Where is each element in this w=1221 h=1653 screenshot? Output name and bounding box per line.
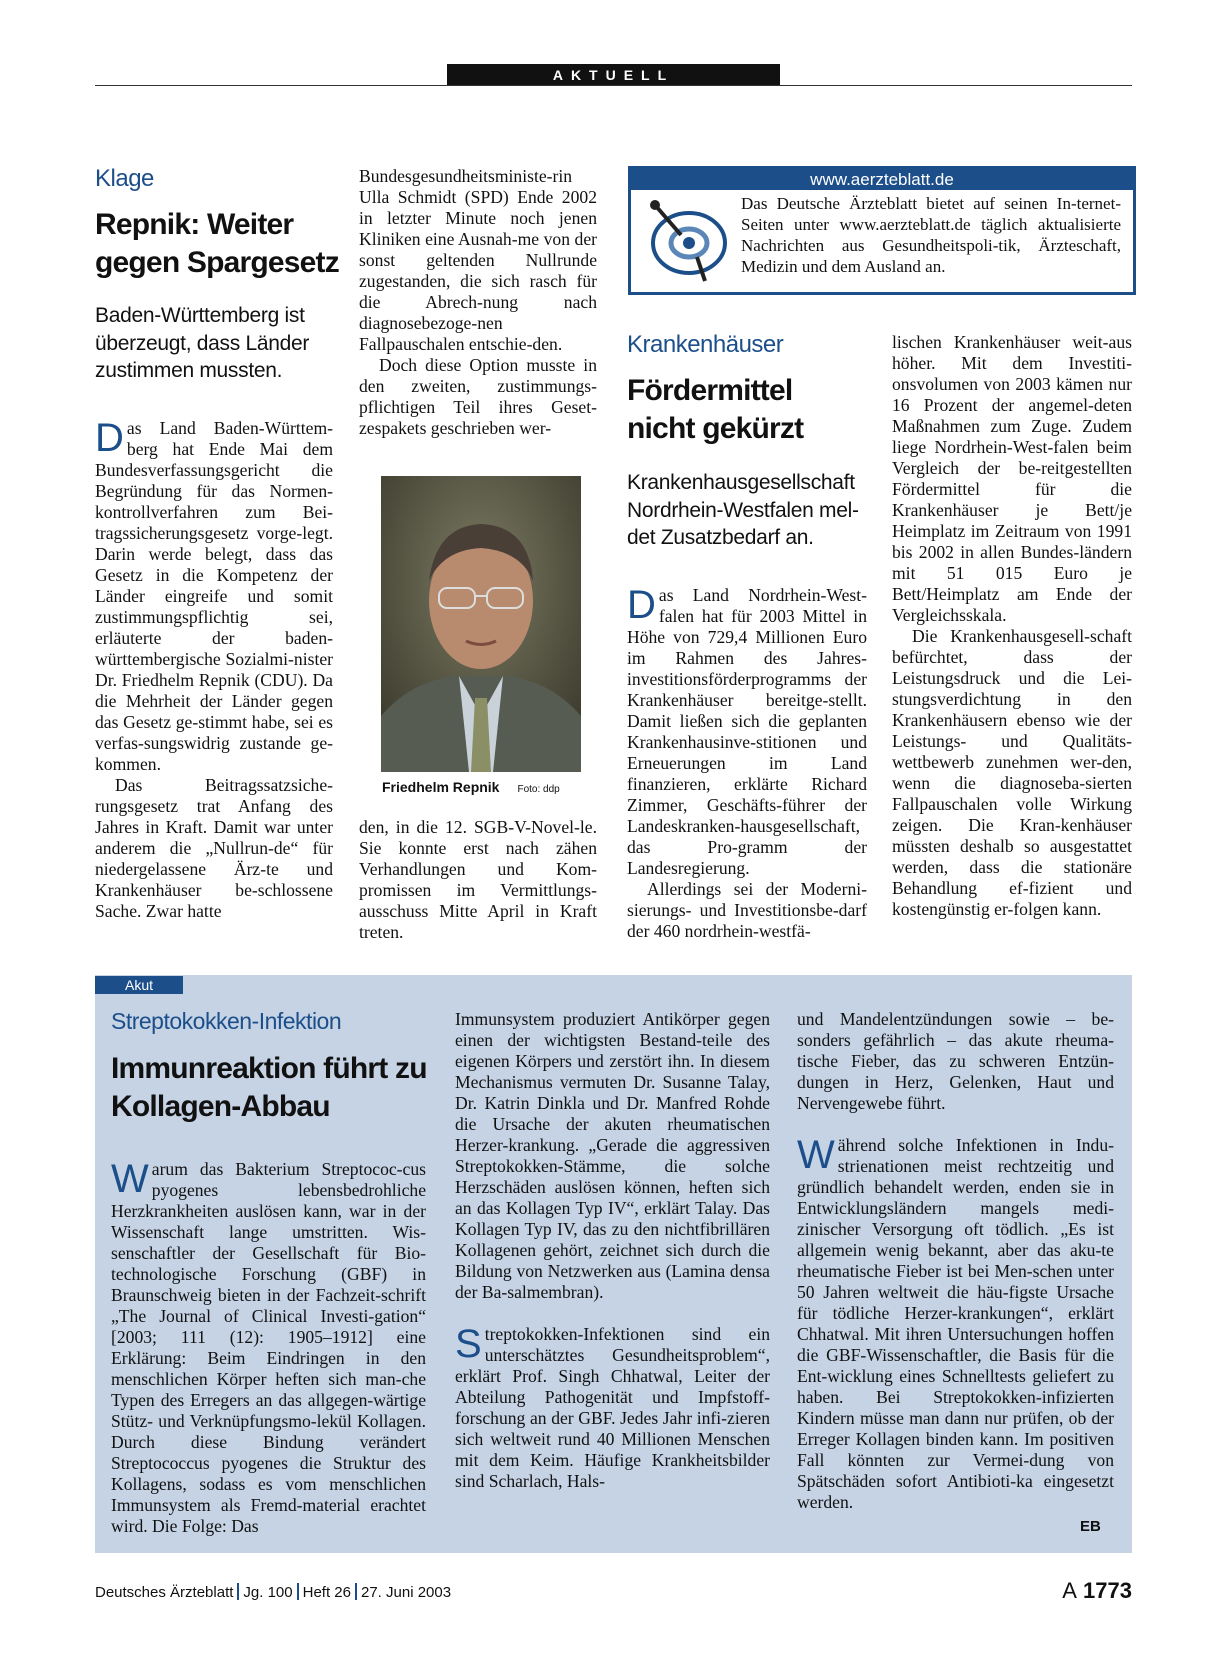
page-prefix: A (1062, 1578, 1077, 1603)
article3-column-1 (111, 1159, 426, 1537)
article3-column-3 (797, 1009, 1114, 1513)
article1-paragraph-2: Das Beitragssatzsiche-rungsgesetz trat Anfang des Jahres in Kraft. Damit war unter anderem die „Nullrun-de“ für niedergelassene Ärz-te und Krankenhäuser be-schlossene Sache. Zwar hatte (95, 775, 333, 921)
journal-name: Deutsches Ärzteblatt (95, 1584, 234, 1601)
article1-column-1 (95, 418, 333, 922)
dropcap: W (797, 1133, 835, 1177)
article2-deck: Krankenhausgesellschaft Nordrhein-Westfalen mel-det Zusatzbedarf an. (627, 471, 859, 550)
issue-date: 27. Juni 2003 (361, 1584, 452, 1601)
akut-tab: Akut (95, 976, 183, 994)
website-info-box (628, 166, 1136, 295)
page-number-value: 1773 (1083, 1578, 1132, 1603)
photo-caption-name: Friedhelm Repnik (382, 779, 500, 795)
article1-paragraph-1: as Land Baden-Württem-berg hat Ende Mai dem Bundesverfassungsgericht die Begründung für das Normen-kontrollverfahren zum Bei-tragssicherungsgesetz vorge-legt. Darin werde belegt, dass das Gesetz in die Kompetenz der Länder eingreife und somit zustimmungspflichtig sei, erläuterte der baden-württembergische Sozialmi-nister Dr. Friedhelm Repnik (CDU). Da die Mehrheit der Länder gegen das Gesetz ge-stimmt habe, sei es verfas-sungswidrig zustande ge-kommen. (95, 418, 333, 774)
header-rule (95, 85, 1132, 86)
separator (355, 1583, 357, 1600)
article1-paragraph-3: Bundesgesundheitsministe-rin Ulla Schmidt (SPD) Ende 2002 in letzter Minute noch jenen Kliniken eine Ausnah-me von der sonst geltenden Nullrunde zugestanden, die sich rasch für die Abrech-nung nach diagnosebezoge-nen Fallpauschalen entschie-den. (359, 166, 597, 354)
dropcap: D (95, 416, 124, 460)
article2-kicker: Krankenhäuser (627, 331, 784, 358)
article1-deck: Baden-Württemberg ist überzeugt, dass Länder zustimmen mussten. (95, 304, 310, 383)
website-info-text: Das Deutsche Ärzteblatt bietet auf seinen In-ternet-Seiten unter www.aerzteblatt.de täglich aktualisierte Nachrichten aus Gesundheitspoli-tik, Ärzteschaft, Medizin und dem Ausland an. (741, 194, 1121, 276)
portrait-photo (381, 476, 581, 772)
at-sign-icon (645, 195, 729, 283)
article2-paragraph-3: lischen Krankenhäuser weit-aus höher. Mit dem Investiti-onsvolumen von 2003 kämen nur 16 Prozent der angemel-deten Maßnahmen zum Zuge. Zudem liege Nordrhein-West-falen beim Vergleich der be-reitgestellten Fördermittel für die Krankenhäuser je Bett/je Heimplatz im Zeitraum von 1991 bis 2002 in allen Bundes-ländern mit 51 015 Euro je Bett/Heimplatz am Ende der Vergleichsskala. (892, 332, 1132, 625)
article3-column-2 (455, 1009, 770, 1492)
article1-headline: Repnik: Weiter gegen Spargesetz (95, 208, 339, 279)
article1-kicker: Klage (95, 165, 154, 192)
issue: Heft 26 (302, 1584, 351, 1601)
photo-credit: Foto: ddp (517, 784, 560, 795)
footer-citation (95, 1583, 795, 1603)
separator (237, 1583, 239, 1600)
separator (297, 1583, 299, 1600)
website-url[interactable]: www.aerzteblatt.de (631, 169, 1133, 190)
dropcap: D (627, 583, 656, 627)
article2-column-2 (892, 332, 1132, 920)
dropcap: W (111, 1157, 149, 1201)
article2-headline: Fördermittel nicht gekürzt (627, 374, 804, 445)
article1-column-2-top (359, 166, 597, 439)
article2-column-1 (627, 585, 867, 942)
article3-paragraph-3: treptokokken-Infektionen sind ein unterschätztes Gesundheitsproblem“, erklärt Prof. Singh Chhatwal, Leiter der Abteilung Pathogenität und Impfstoff-forschung an der GBF. Jedes Jahr infi-zieren sich weltweit rund 40 Millionen Menschen mit dem Keim. Häufige Krankheitsbilder sind Scharlach, Hals- (455, 1324, 770, 1491)
article3-headline: Immunreaktion führt zu Kollagen-Abbau (111, 1052, 427, 1123)
volume: Jg. 100 (243, 1584, 293, 1601)
article3-paragraph-5: ährend solche Infektionen in Indu-strienationen meist rechtzeitig und gründlich behandelt werden, enden sie in Entwicklungsländern mangels medi-zinischer Versorgung oft tödlich. „Es ist allgemein wenig bekannt, aber das aku-te rheumatische Fieber ist bei Men-schen unter 50 Jahren weltweit die häu-figste Ursache für tödliche Herzer-krankungen“, erklärt Chhatwal. Mit ihren Untersuchungen hoffen die GBF-Wissenschaftler, die Basis für die Ent-wicklung eines Schnelltests geliefert zu haben. Bei Streptokokken-infizierten Kindern müsse man dann nur prüfen, ob der Erreger Kollagen binden kann. Im positiven Fall könnten zur Vermei-dung von Spätschäden sofort Antibioti-ka eingesetzt werden. (797, 1135, 1114, 1512)
photo-caption (382, 778, 582, 796)
article3-paragraph-2: Immunsystem produziert Antikörper gegen einen der wichtigsten Bestand-teile des eigenen Körpers und zerstört ihn. In diesem Mechanismus vermuten Dr. Susanne Talay, Dr. Katrin Dinkla und Dr. Manfred Rohde die Ursache der akuten rheumatischen Herzer-krankung. „Gerade die aggressiven Streptokokken-Stämme, die solche Herzschäden auslösen können, heften sich an das Kollagen Typ IV“, erklärt Talay. Das Kollagen Typ IV, das zu den nichtfibrillären Kollagenen gehört, zeichnet sich durch die Bildung von Netzwerken aus (Lamina densa der Ba-salmembran). (455, 1009, 770, 1302)
article3-paragraph-1: arum das Bakterium Streptococ-cus pyogenes lebensbedrohliche Herzkrankheiten auslösen kann, war in der Wissenschaft lange umstritten. Wis-senschaftler der Gesellschaft für Bio-technologische Forschung (GBF) in Braunschweig bieten in der Fachzeit-schrift „The Journal of Clinical Investi-gation“ [2003; 111 (12): 1905–1912] eine Erklärung: Beim Eindringen in den menschlichen Körper heften sich man-che Typen des Erregers an das allgegen-wärtige Stütz- und Verknüpfungsmo-lekül Kollagen. Durch diese Bindung verändert Streptococcus pyogenes die Struktur des Kollagens, sodass es vom menschlichen Immunsystem als Fremd-material erachtet wird. Die Folge: Das (111, 1159, 426, 1536)
page-number (1040, 1577, 1132, 1605)
portrait-image (381, 476, 581, 772)
article2-paragraph-2: Allerdings sei der Moderni-sierungs- und Investitionsbe-darf der 460 nordrhein-westfä- (627, 879, 867, 941)
article3-paragraph-4: und Mandelentzündungen sowie – be-sonders gefährlich – das akute rheuma-tische Fieber, das zu schweren Entzün-dungen in Herz, Gelenken, Haut und Nervengewebe führt. (797, 1009, 1114, 1113)
article2-paragraph-4: Die Krankenhausgesell-schaft befürchtet, dass der Leistungsdruck und die Lei-stungsverdichtung in den Krankenhäusern ebenso wie der Leistungs- und Qualitäts-wettbewerb zunehmen wer-den, wenn die diagnoseba-sierten Fallpauschalen volle Wirkung zeigen. Die Kran-kenhäuser müssten deshalb so ausgestattet werden, dass die stationäre Behandlung ef-fizient und kostengünstig er-folgen kann. (892, 626, 1132, 919)
dropcap: S (455, 1322, 482, 1366)
article1-paragraph-4: Doch diese Option musste in den zweiten, zustimmungs-pflichtigen Teil ihres Geset-zespakets geschrieben wer- (359, 355, 597, 438)
section-header: AKTUELL (447, 64, 780, 86)
author-signature: EB (1080, 1518, 1101, 1535)
article1-column-2-bottom (359, 817, 597, 943)
article2-paragraph-1: as Land Nordrhein-West-falen hat für 2003 Mittel in Höhe von 729,4 Millionen Euro im Rahmen des Jahres-investitionsförderprogramms der Krankenhäuser bereitge-stellt. Damit ließen sich die geplanten Krankenhausinve-stitionen und Erneuerungen im Land finanzieren, erklärte Richard Zimmer, Geschäfts-führer der Landeskranken-hausgesellschaft, das Pro-gramm der Landesregierung. (627, 585, 867, 878)
article3-kicker: Streptokokken-Infektion (111, 1008, 342, 1034)
article1-paragraph-5: den, in die 12. SGB-V-Novel-le. Sie konnte erst nach zähen Verhandlungen und Kom-promissen im Vermittlungs-ausschuss Mitte April in Kraft treten. (359, 817, 597, 942)
